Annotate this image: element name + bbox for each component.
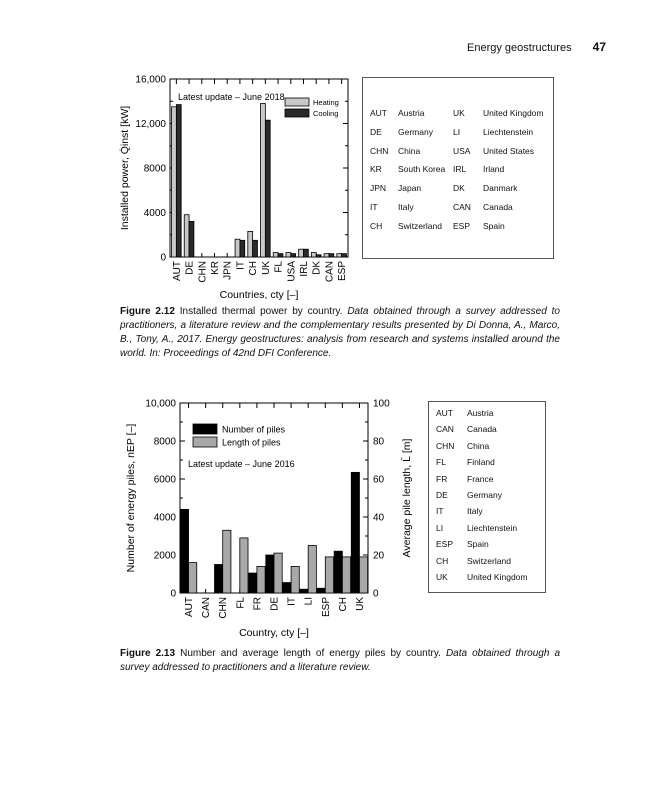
figure-2-12-label: Figure 2.12 (120, 306, 175, 317)
bar-length-esp (325, 557, 333, 593)
bar-length-chn (223, 530, 231, 593)
bar-heating-fl (273, 253, 278, 257)
y2-tick-label: 60 (373, 474, 385, 486)
legend-code: FL (436, 457, 446, 468)
x-tick-label: IT (235, 261, 247, 270)
x-tick-label: ESP (320, 597, 332, 618)
x-tick-label: DE (269, 597, 281, 611)
bar-length-it (291, 566, 299, 593)
bar-heating-usa (286, 253, 291, 257)
legend-code: IT (436, 506, 444, 517)
x-axis-label: Countries, cty [–] (219, 289, 299, 301)
legend-code: LI (436, 522, 444, 533)
legend-code-c1: DE (370, 126, 382, 137)
y-tick-label: 4000 (143, 208, 166, 219)
x-tick-label: FR (252, 597, 264, 611)
bar-cooling-can (329, 254, 334, 257)
legend-name: Italy (467, 506, 483, 517)
legend-code: DE (436, 490, 448, 500)
chart-annotation-2: Latest update – June 2016 (188, 459, 295, 469)
legend-name: Switzerland (467, 555, 511, 566)
page-number: 47 (592, 40, 606, 54)
legend-label-heating: Heating (313, 98, 339, 107)
legend-code-c1: JPN (370, 183, 387, 194)
x-tick-label: AUT (171, 261, 183, 281)
y-tick-label: 8000 (143, 163, 166, 175)
y-tick-label: 6000 (153, 474, 176, 486)
x-tick-label: JPN (222, 261, 234, 280)
legend-name-n1: Austria (398, 108, 425, 118)
x-axis-label-2: Country, cty [–] (239, 627, 309, 639)
y-tick-label: 2000 (153, 550, 176, 562)
x-tick-label: IRL (299, 261, 310, 277)
legend-name: China (467, 440, 490, 451)
bar-number-chn (215, 565, 223, 594)
bar-number-aut (180, 509, 188, 593)
y-tick-label: 16,000 (135, 74, 166, 86)
y-tick-label: 4000 (153, 512, 176, 524)
y2-tick-label: 80 (373, 436, 385, 448)
bar-heating-dk (311, 253, 316, 257)
x-tick-label: CH (337, 597, 349, 612)
figure-2-12-country-legend (362, 77, 554, 259)
bar-cooling-usa (291, 254, 296, 257)
figure-2-12-caption-main: Installed thermal power by country. (179, 306, 343, 317)
bar-heating-de (184, 215, 189, 257)
legend-code-c2: LI (453, 126, 461, 137)
x-tick-label: CAN (201, 597, 213, 619)
chart-annotation: Latest update – June 2018 (178, 92, 285, 102)
legend-code: AUT (436, 408, 453, 418)
legend-name-n1: Switzerland (398, 220, 442, 231)
x-tick-label: FL (273, 261, 285, 273)
bar-heating-esp (337, 254, 342, 257)
bar-cooling-de (189, 221, 194, 257)
legend-code-c1: CHN (370, 145, 389, 156)
y2-tick-label: 20 (373, 550, 385, 562)
legend-swatch-number (193, 424, 217, 434)
figure-2-12-caption-italic: Data obtained through a survey addressed to practitioners, a literature review and the complementary results presented by Di Donna, A., Marco, B., Tony, A., 2017. Energy geostructures: analysis from research and systems installed around the world. In: Proceedings of 42nd DFI Conference. (120, 306, 560, 359)
legend-name: Austria (467, 408, 494, 418)
figure-2-12-caption (120, 305, 560, 361)
x-tick-label: ESP (337, 261, 349, 282)
bar-cooling-fl (278, 254, 283, 257)
x-tick-label: DK (311, 261, 323, 275)
figure-2-13-caption-main: Number and average length of energy piles by country. (180, 648, 441, 659)
figure-2-13-label: Figure 2.13 (120, 648, 176, 659)
legend-code-c2: USA (453, 145, 471, 156)
bar-number-uk (351, 472, 359, 593)
figure-2-13-caption (120, 647, 560, 675)
legend-swatch-heating (285, 98, 309, 106)
y-axis-label: Installed power, Q̇inst [kW] (119, 105, 131, 231)
legend-name-n1: China (398, 145, 421, 156)
bar-heating-irl (299, 249, 304, 257)
legend-code-c1: IT (370, 202, 378, 212)
bar-length-fl (240, 538, 248, 593)
legend-code: CAN (436, 424, 454, 435)
x-tick-label: KR (210, 261, 221, 275)
bar-length-uk (359, 557, 367, 593)
bar-cooling-uk (265, 120, 270, 257)
legend-name-n2: United States (483, 145, 535, 156)
y2-tick-label: 0 (373, 588, 379, 600)
legend-swatch-length (193, 437, 217, 447)
legend-name: Liechtenstein (467, 522, 518, 533)
legend-name: Finland (467, 457, 495, 468)
legend-code: CH (436, 555, 449, 566)
legend-name-n1: Italy (398, 202, 414, 212)
bar-length-aut (189, 563, 197, 593)
x-tick-label: CHN (218, 597, 230, 619)
bar-heating-ch (248, 231, 253, 257)
bar-number-esp (317, 588, 325, 593)
bar-heating-aut (172, 107, 177, 257)
y2-tick-label: 100 (373, 398, 390, 410)
bar-length-fr (257, 566, 265, 593)
x-tick-label: UK (354, 597, 366, 611)
bar-heating-can (324, 254, 329, 257)
bar-number-fr (249, 573, 257, 593)
bar-heating-uk (261, 103, 266, 257)
y2-tick-label: 40 (373, 512, 385, 524)
legend-label-cooling: Cooling (313, 109, 339, 118)
figure-2-13-caption-italic: Data obtained through a survey addressed to practitioners and a literature review. (120, 648, 561, 673)
bar-cooling-esp (342, 254, 347, 257)
y-tick-label: 8000 (153, 436, 176, 448)
y-tick-label: 0 (160, 252, 166, 264)
legend-label-number: Number of piles (222, 424, 286, 435)
bar-number-de (266, 555, 274, 593)
legend-name-n2: Irland (483, 164, 505, 175)
x-tick-label: UK (260, 261, 272, 275)
legend-name: Spain (467, 539, 489, 550)
bar-cooling-dk (316, 255, 321, 257)
x-tick-label: FL (235, 597, 247, 609)
y-tick-label: 0 (170, 588, 176, 600)
x-tick-label: LI (303, 597, 315, 606)
x-tick-label: IT (286, 597, 298, 606)
x-tick-label: CAN (324, 261, 336, 283)
x-tick-label: USA (286, 261, 298, 282)
legend-name: United Kingdom (467, 572, 528, 582)
legend-code-c2: UK (453, 108, 465, 118)
legend-code-c1: KR (370, 164, 382, 175)
bar-length-ch (342, 557, 350, 593)
legend-code: FR (436, 473, 448, 484)
y2-axis-label: Average pile length, L̄ [m] (401, 438, 413, 558)
legend-name-n2: Danmark (483, 183, 518, 194)
bar-number-li (300, 589, 308, 593)
bar-cooling-aut (176, 105, 181, 257)
legend-code-c2: IRL (453, 164, 467, 175)
bar-heating-it (235, 239, 240, 257)
bar-number-it (283, 583, 291, 593)
legend-name-n1: Japan (398, 183, 422, 194)
legend-name-n2: United Kingdom (483, 108, 544, 118)
legend-code: CHN (436, 440, 455, 451)
legend-code-c2: DK (453, 183, 465, 194)
legend-code: ESP (436, 539, 454, 550)
running-title: Energy geostructures (467, 42, 572, 54)
legend-swatch-cooling (285, 109, 309, 117)
figure-2-13-country-legend (428, 401, 546, 593)
x-tick-label: AUT (184, 597, 196, 617)
legend-name: Germany (467, 490, 502, 500)
x-tick-label: CH (248, 261, 260, 276)
x-tick-label: CHN (197, 261, 209, 283)
legend-label-length: Length of piles (222, 437, 281, 448)
legend-code-c2: CAN (453, 202, 471, 212)
bar-length-de (274, 553, 282, 593)
bar-cooling-ch (253, 240, 258, 257)
legend-code-c2: ESP (453, 220, 471, 231)
legend-name: France (467, 473, 494, 484)
x-tick-label: DE (184, 261, 196, 275)
legend-name-n2: Liechtenstein (483, 126, 534, 137)
legend-name-n2: Spain (483, 220, 505, 231)
bar-cooling-irl (304, 249, 309, 257)
legend-code: UK (436, 572, 448, 582)
legend-name: Canada (467, 424, 497, 435)
legend-name-n1: South Korea (398, 164, 446, 175)
y-tick-label: 10,000 (145, 398, 176, 410)
legend-code-c1: CH (370, 220, 383, 231)
y-tick-label: 12,000 (135, 119, 166, 130)
y-axis-label-2: Number of energy piles, nEP [–] (125, 423, 137, 573)
bar-length-li (308, 546, 316, 594)
legend-name-n2: Canada (483, 202, 513, 212)
legend-name-n1: Germany (398, 126, 433, 137)
legend-code-c1: AUT (370, 108, 387, 118)
bar-number-ch (334, 551, 342, 593)
bar-cooling-it (240, 240, 245, 257)
